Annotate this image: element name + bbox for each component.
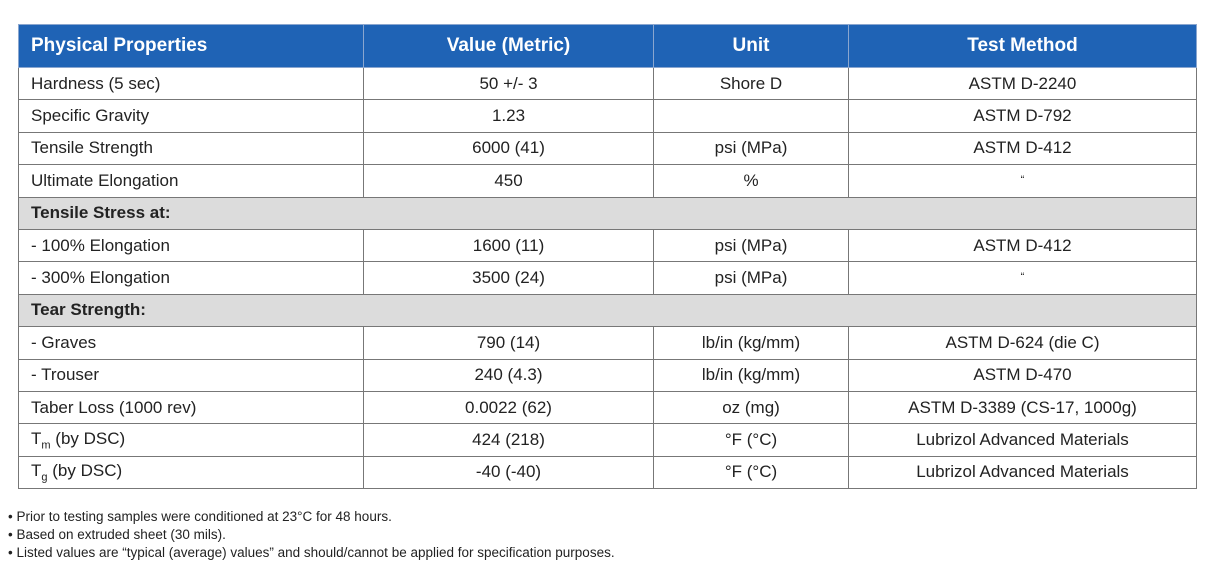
test-method-cell: ASTM D-470 [849, 359, 1197, 391]
property-symbol: T [31, 428, 42, 448]
value-cell: -40 (-40) [364, 456, 654, 488]
property-cell: - 300% Elongation [19, 262, 364, 294]
value-cell: 3500 (24) [364, 262, 654, 294]
table-row [19, 391, 1197, 423]
table-row [19, 359, 1197, 391]
section-row [19, 294, 1197, 326]
table-row [19, 68, 1197, 100]
header-value-metric: Value (Metric) [364, 25, 654, 68]
property-cell: - 100% Elongation [19, 229, 364, 261]
property-cell: Hardness (5 sec) [19, 68, 364, 100]
test-method-cell: Lubrizol Advanced Materials [849, 424, 1197, 456]
header-unit: Unit [654, 25, 849, 68]
table-row [19, 262, 1197, 294]
header-test-method: Test Method [849, 25, 1197, 68]
property-cell: - Trouser [19, 359, 364, 391]
table-row [19, 456, 1197, 488]
test-method-cell: ASTM D-792 [849, 100, 1197, 132]
header-row [19, 25, 1197, 68]
ditto-mark: “ [1020, 173, 1025, 186]
test-method-cell: ASTM D-412 [849, 229, 1197, 261]
test-method-cell [849, 165, 1197, 197]
property-suffix: (by DSC) [50, 428, 126, 448]
footnote: • Prior to testing samples were conditioned at 23°C for 48 hours. [8, 509, 392, 524]
table-row [19, 327, 1197, 359]
table-row [19, 424, 1197, 456]
property-cell: - Graves [19, 327, 364, 359]
unit-cell: % [654, 165, 849, 197]
test-method-cell: ASTM D-412 [849, 132, 1197, 164]
footnote: • Based on extruded sheet (30 mils). [8, 527, 226, 542]
value-cell: 1.23 [364, 100, 654, 132]
property-subscript: g [41, 471, 48, 484]
value-cell: 1600 (11) [364, 229, 654, 261]
property-cell: Specific Gravity [19, 100, 364, 132]
footnote: • Listed values are “typical (average) values” and should/cannot be applied for specification purposes. [8, 545, 615, 560]
unit-cell: psi (MPa) [654, 262, 849, 294]
physical-properties-table [18, 24, 1197, 489]
unit-cell: oz (mg) [654, 391, 849, 423]
section-row [19, 197, 1197, 229]
property-cell: Ultimate Elongation [19, 165, 364, 197]
property-subscript: m [41, 439, 51, 452]
property-cell [19, 424, 364, 456]
test-method-cell [849, 262, 1197, 294]
property-suffix: (by DSC) [47, 461, 123, 481]
section-label: Tear Strength: [19, 294, 1197, 326]
unit-cell: psi (MPa) [654, 229, 849, 261]
property-cell: Tensile Strength [19, 132, 364, 164]
table-row [19, 100, 1197, 132]
value-cell: 790 (14) [364, 327, 654, 359]
property-cell: Taber Loss (1000 rev) [19, 391, 364, 423]
value-cell: 6000 (41) [364, 132, 654, 164]
unit-cell: psi (MPa) [654, 132, 849, 164]
unit-cell: lb/in (kg/mm) [654, 359, 849, 391]
table-row [19, 132, 1197, 164]
section-label: Tensile Stress at: [19, 197, 1197, 229]
footnotes [8, 508, 615, 562]
unit-cell: °F (°C) [654, 424, 849, 456]
table-row [19, 229, 1197, 261]
property-symbol: T [31, 461, 42, 481]
unit-cell: lb/in (kg/mm) [654, 327, 849, 359]
table-row [19, 165, 1197, 197]
test-method-cell: ASTM D-624 (die C) [849, 327, 1197, 359]
ditto-mark: “ [1020, 271, 1025, 284]
value-cell: 240 (4.3) [364, 359, 654, 391]
value-cell: 50 +/- 3 [364, 68, 654, 100]
table-body [19, 68, 1197, 489]
test-method-cell: ASTM D-3389 (CS-17, 1000g) [849, 391, 1197, 423]
value-cell: 450 [364, 165, 654, 197]
unit-cell: °F (°C) [654, 456, 849, 488]
value-cell: 424 (218) [364, 424, 654, 456]
test-method-cell: ASTM D-2240 [849, 68, 1197, 100]
header-physical-properties: Physical Properties [19, 25, 364, 68]
unit-cell [654, 100, 849, 132]
unit-cell: Shore D [654, 68, 849, 100]
property-cell [19, 456, 364, 488]
value-cell: 0.0022 (62) [364, 391, 654, 423]
test-method-cell: Lubrizol Advanced Materials [849, 456, 1197, 488]
